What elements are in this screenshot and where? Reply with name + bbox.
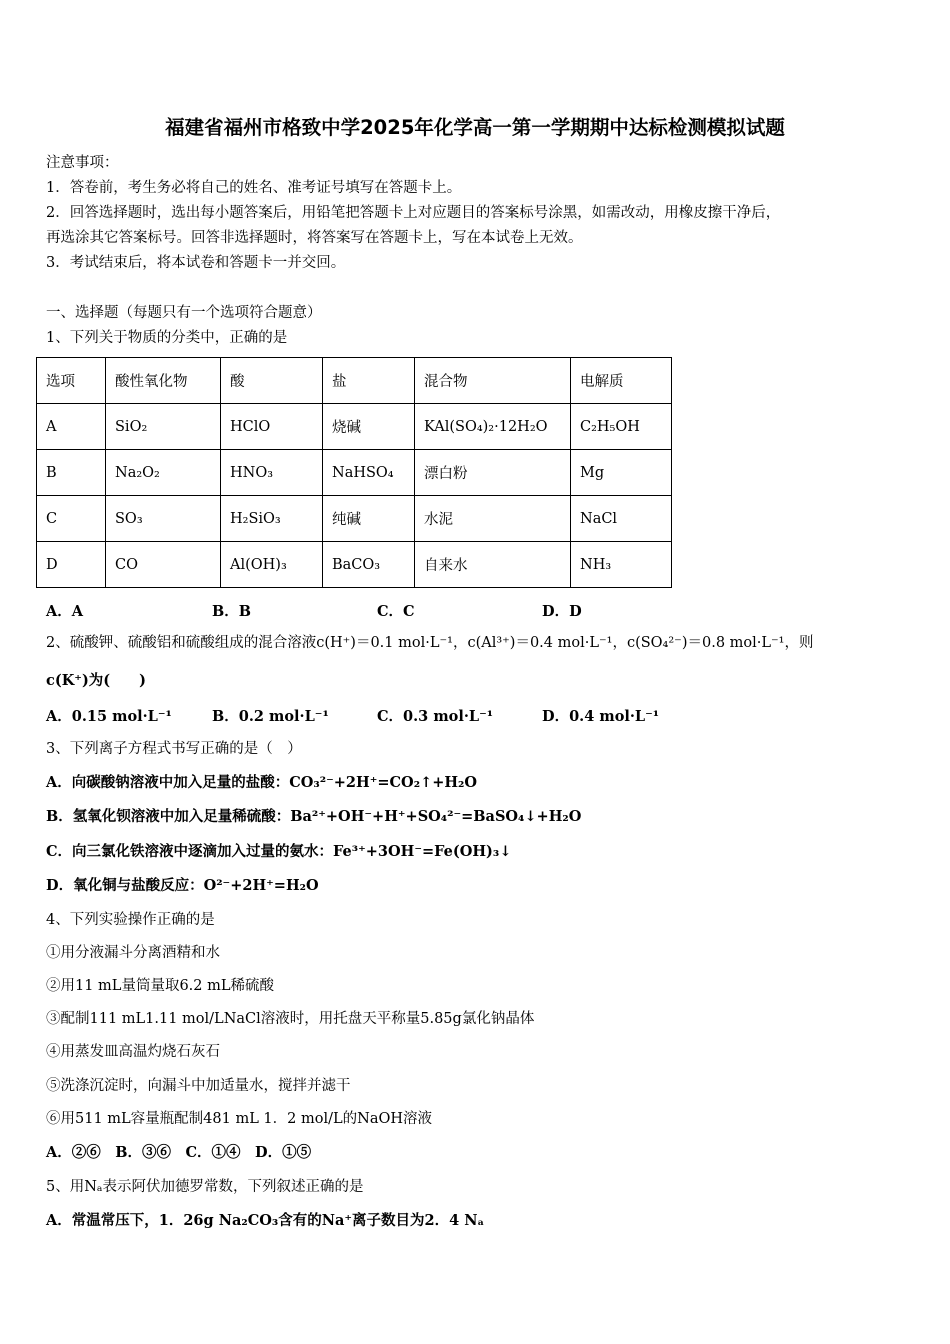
table-row	[37, 542, 672, 588]
table-cell: NH₃	[571, 542, 672, 588]
option-c[interactable]: C．0.3 mol·L⁻¹	[377, 708, 494, 725]
option-c[interactable]: C．C	[377, 603, 415, 620]
table-cell: C	[37, 496, 106, 542]
question-3-option-b[interactable]: B．氢氧化钡溶液中加入足量稀硫酸：Ba²⁺+OH⁻+H⁺+SO₄²⁻=BaSO₄↓+H₂O	[46, 808, 582, 825]
table-cell: H₂SiO₃	[221, 496, 323, 542]
table-cell: SO₃	[106, 496, 221, 542]
table-cell: 水泥	[415, 496, 571, 542]
option-a[interactable]: A．A	[46, 603, 84, 620]
table-cell: NaHSO₄	[323, 450, 415, 496]
table-cell: 烧碱	[323, 404, 415, 450]
table-cell: C₂H₅OH	[571, 404, 672, 450]
table-cell: CO	[106, 542, 221, 588]
classification-table	[36, 357, 672, 588]
table-cell: Na₂O₂	[106, 450, 221, 496]
question-4-options[interactable]: A．②⑥ B．③⑥ C．①④ D．①⑤	[46, 1144, 312, 1161]
page-title: 福建省福州市格致中学2025年化学高一第一学期期中达标检测模拟试题	[165, 116, 785, 139]
question-3-option-c[interactable]: C．向三氯化铁溶液中逐滴加入过量的氨水：Fe³⁺+3OH⁻=Fe(OH)₃↓	[46, 843, 512, 860]
table-row	[37, 450, 672, 496]
table-cell: KAl(SO₄)₂·12H₂O	[415, 404, 571, 450]
table-cell: A	[37, 404, 106, 450]
table-row	[37, 496, 672, 542]
table-cell: D	[37, 542, 106, 588]
question-4-item: ④用蒸发皿高温灼烧石灰石	[46, 1044, 220, 1060]
table-cell: 纯碱	[323, 496, 415, 542]
question-4-item: ②用11 mL量筒量取6.2 mL稀硫酸	[46, 978, 274, 994]
table-cell: 自来水	[415, 542, 571, 588]
question-2-stem-line2: c(K⁺)为( )	[46, 672, 147, 689]
question-3-stem: 3、下列离子方程式书写正确的是（ ）	[46, 741, 302, 757]
table-cell: Al(OH)₃	[221, 542, 323, 588]
notice-item-2b: 再选涂其它答案标号。回答非选择题时，将答案写在答题卡上，写在本试卷上无效。	[46, 230, 583, 246]
question-5-stem: 5、用Nₐ表示阿伏加德罗常数，下列叙述正确的是	[46, 1179, 364, 1195]
table-header-cell: 混合物	[415, 358, 571, 404]
table-cell: 漂白粉	[415, 450, 571, 496]
table-cell: BaCO₃	[323, 542, 415, 588]
table-header-cell: 盐	[323, 358, 415, 404]
question-4-item: ⑤洗涤沉淀时，向漏斗中加适量水，搅拌并滤干	[46, 1078, 351, 1094]
table-cell: HNO₃	[221, 450, 323, 496]
question-4-stem: 4、下列实验操作正确的是	[46, 912, 215, 928]
table-cell: HClO	[221, 404, 323, 450]
option-b[interactable]: B．0.2 mol·L⁻¹	[212, 708, 329, 725]
table-header-row	[37, 358, 672, 404]
table-header-cell: 电解质	[571, 358, 672, 404]
option-d[interactable]: D．D	[542, 603, 582, 620]
table-header-cell: 酸性氧化物	[106, 358, 221, 404]
table-cell: NaCl	[571, 496, 672, 542]
question-5-option-a[interactable]: A．常温常压下，1．26g Na₂CO₃含有的Na⁺离子数目为2．4 Nₐ	[46, 1212, 485, 1229]
section-heading: 一、选择题（每题只有一个选项符合题意）	[46, 305, 322, 321]
question-3-option-a[interactable]: A．向碳酸钠溶液中加入足量的盐酸：CO₃²⁻+2H⁺=CO₂↑+H₂O	[46, 774, 478, 791]
table-header-cell: 选项	[37, 358, 106, 404]
table-row	[37, 404, 672, 450]
question-4-item: ⑥用511 mL容量瓶配制481 mL 1．2 mol/L的NaOH溶液	[46, 1111, 432, 1127]
question-1-stem: 1、下列关于物质的分类中，正确的是	[46, 330, 288, 346]
notice-heading: 注意事项：	[46, 155, 119, 171]
option-d[interactable]: D．0.4 mol·L⁻¹	[542, 708, 660, 725]
question-4-item: ③配制111 mL1.11 mol/LNaCl溶液时，用托盘天平称量5.85g氯化钠晶体	[46, 1011, 535, 1027]
notice-item-1: 1．答卷前，考生务必将自己的姓名、准考证号填写在答题卡上。	[46, 180, 462, 196]
table-cell: SiO₂	[106, 404, 221, 450]
question-2-stem-line1: 2、硫酸钾、硫酸铝和硫酸组成的混合溶液c(H⁺)＝0.1 mol·L⁻¹，c(Al³⁺)＝0.4 mol·L⁻¹，c(SO₄²⁻)＝0.8 mol·L⁻¹，则	[46, 635, 814, 651]
notice-item-3: 3．考试结束后，将本试卷和答题卡一并交回。	[46, 255, 346, 271]
notice-item-2a: 2．回答选择题时，选出每小题答案后，用铅笔把答题卡上对应题目的答案标号涂黑，如需改动，用橡皮擦干净后，	[46, 205, 781, 221]
table-cell: B	[37, 450, 106, 496]
table-header-cell: 酸	[221, 358, 323, 404]
question-4-item: ①用分液漏斗分离酒精和水	[46, 945, 220, 961]
table-cell: Mg	[571, 450, 672, 496]
question-3-option-d[interactable]: D．氧化铜与盐酸反应：O²⁻+2H⁺=H₂O	[46, 877, 319, 894]
option-a[interactable]: A．0.15 mol·L⁻¹	[46, 708, 172, 725]
option-b[interactable]: B．B	[212, 603, 252, 620]
